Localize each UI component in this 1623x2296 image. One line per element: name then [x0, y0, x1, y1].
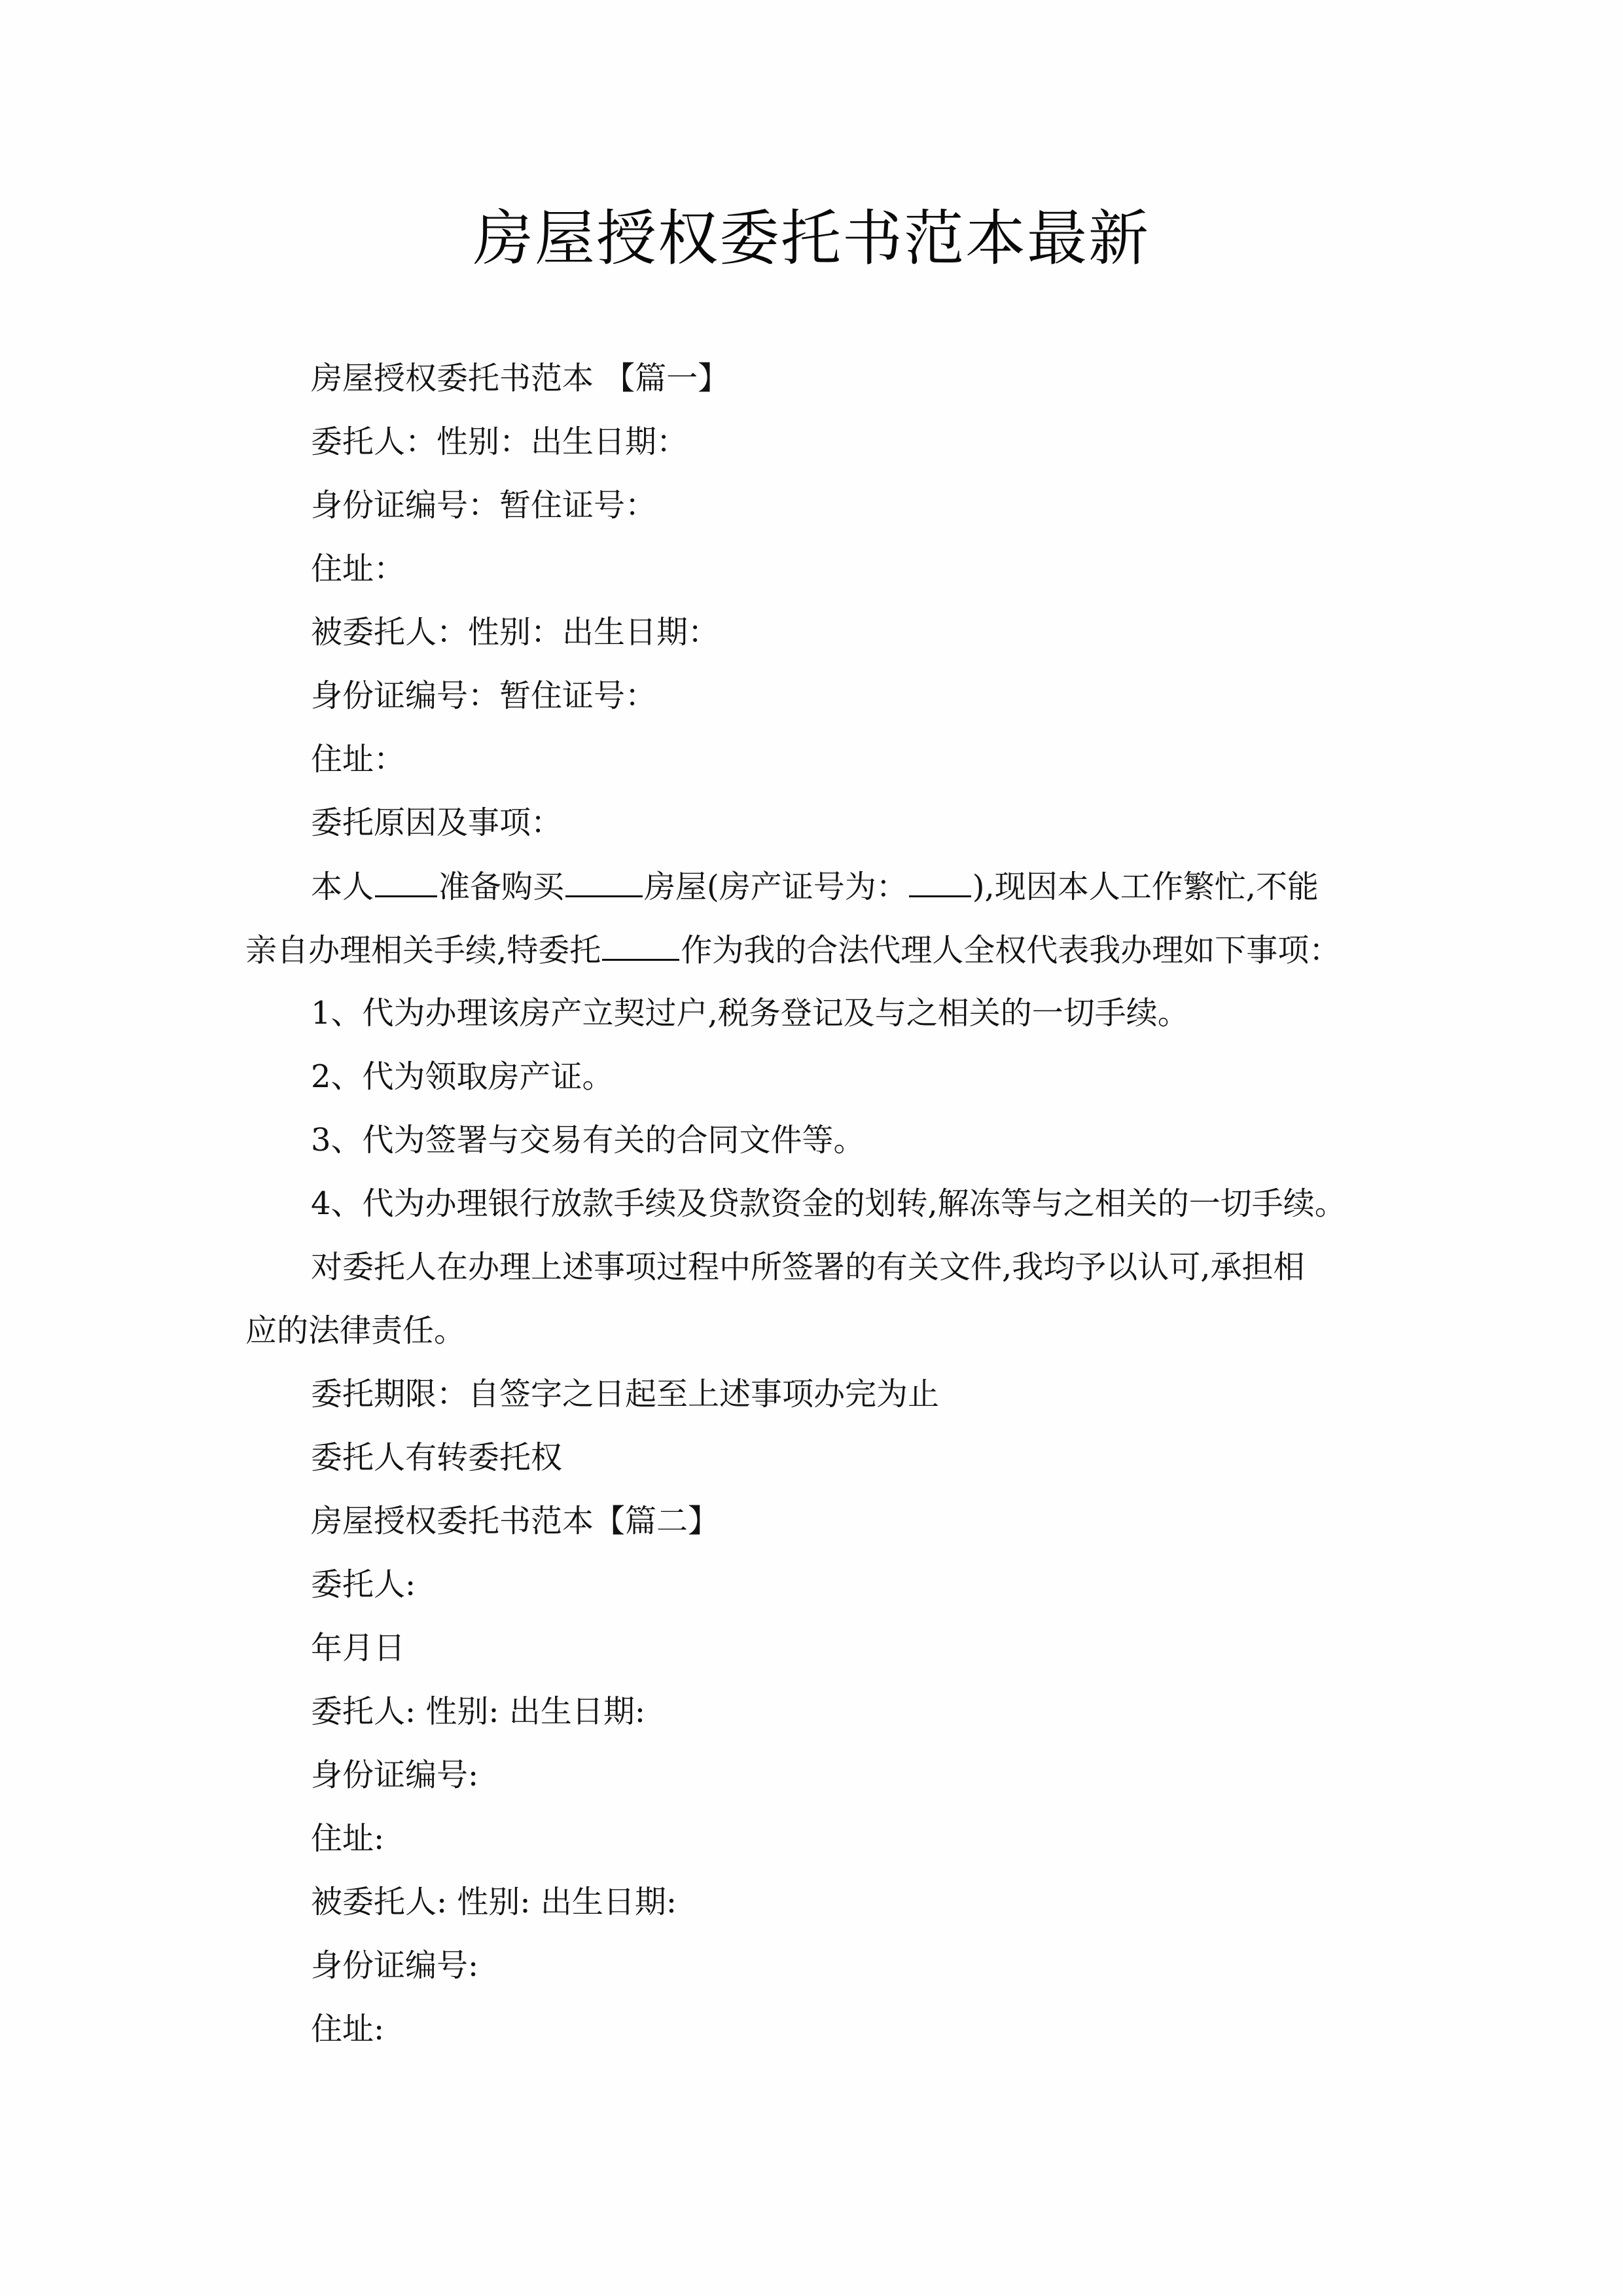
statement-part5: 亲自办理相关手续,特委托	[245, 932, 601, 969]
reason-heading: 委托原因及事项：	[311, 804, 563, 841]
acknowledgement-line-2: 应的法律责任。	[245, 1312, 466, 1349]
item-4: 4、代为办理银行放款手续及贷款资金的划转,解冻等与之相关的一切手续。	[311, 1185, 1346, 1222]
page-title: 房屋授权委托书范本最新	[473, 204, 1150, 274]
statement-part2: 准备购买	[438, 869, 565, 905]
term-line: 委托期限：自签字之日起至上述事项办完为止	[311, 1376, 940, 1412]
acknowledgement-line-1: 对委托人在办理上述事项过程中所签署的有关文件,我均予以认可,承担相	[311, 1249, 1305, 1285]
section2-agent-id-line: 身份证编号:	[311, 1947, 479, 1984]
statement-part1: 本人	[311, 869, 374, 905]
section2-principal-id-line: 身份证编号:	[311, 1757, 479, 1793]
agent-name-blank	[602, 930, 679, 961]
agent-id-line: 身份证编号：暂住证号：	[311, 677, 657, 714]
section2-date-line: 年月日	[311, 1630, 406, 1666]
principal-address-line: 住址：	[311, 550, 406, 587]
statement-part3: 房屋(房产证号为：	[644, 869, 908, 905]
agent-address-line: 住址：	[311, 741, 406, 778]
section2-agent-address-line: 住址:	[311, 2011, 385, 2047]
section2-principal-address-line: 住址:	[311, 1820, 385, 1857]
item-3: 3、代为签署与交易有关的合同文件等。	[311, 1122, 865, 1158]
statement-line-2	[245, 930, 1340, 970]
section1-heading: 房屋授权委托书范本 【篇一】	[311, 360, 730, 397]
principal-line: 委托人：性别：出生日期：	[311, 423, 688, 460]
principal-id-line: 身份证编号：暂住证号：	[311, 487, 657, 524]
item-2: 2、代为领取房产证。	[311, 1058, 614, 1095]
section2-principal-line: 委托人: 性别: 出生日期:	[311, 1693, 646, 1730]
certificate-number-blank	[909, 867, 971, 897]
property-blank	[565, 867, 643, 897]
statement-line-1	[311, 867, 1319, 906]
sub-delegation-line: 委托人有转委托权	[311, 1439, 563, 1476]
agent-line: 被委托人：性别：出生日期：	[311, 614, 720, 651]
section2-principal-sign: 委托人:	[311, 1566, 416, 1603]
item-1: 1、代为办理该房产立契过户,税务登记及与之相关的一切手续。	[311, 995, 1189, 1031]
statement-part4: ),现因本人工作繁忙,不能	[972, 869, 1319, 905]
buyer-name-blank	[375, 867, 437, 897]
section2-heading: 房屋授权委托书范本【篇二】	[311, 1503, 720, 1539]
statement-part6: 作为我的合法代理人全权代表我办理如下事项：	[681, 932, 1341, 969]
section2-agent-line: 被委托人: 性别: 出生日期:	[311, 1884, 677, 1920]
